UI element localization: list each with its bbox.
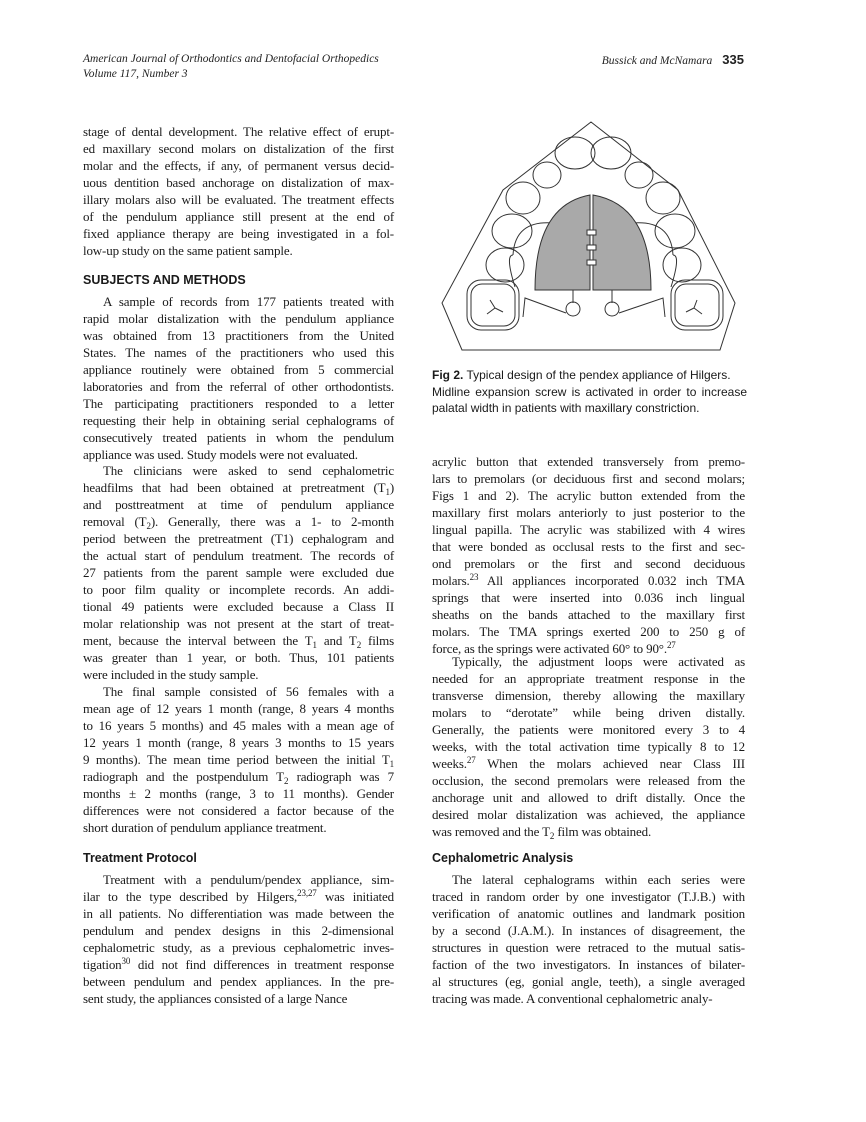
text-line: desired molar distalization was achieved, the appliance bbox=[432, 807, 745, 822]
paragraph bbox=[432, 453, 745, 657]
text-line: structures in question were retraced to the mutual satis- bbox=[432, 940, 745, 955]
text-line: rapid molar distalization with the pendulum appliance bbox=[83, 311, 394, 326]
text-line: anchorage unit and allowed to drift distally. Once the bbox=[432, 790, 745, 805]
text-line: force, as the springs were activated 60° to 90°.$^{27}$ bbox=[432, 640, 676, 656]
subsection-heading: Cephalometric Analysis bbox=[432, 851, 574, 865]
text-line: period between the pretreatment (T1) cephalogram and bbox=[83, 531, 394, 546]
text-line: springs that were inserted into 0.036 inch lingual bbox=[432, 590, 745, 605]
text-line: was removed and the $T_2$ film was obtained. bbox=[432, 824, 652, 841]
text-line: appliance routinely were obtained from 5 commercial bbox=[83, 362, 394, 377]
tooth bbox=[655, 214, 695, 248]
text-line: weeks, with the total activation time typically 8 to 12 bbox=[432, 739, 745, 754]
text-line: Typically, the adjustment loops were activated as bbox=[452, 654, 745, 669]
text-line: removal $(T_2)$. Generally, there was a 1- to 2-month bbox=[83, 514, 394, 531]
text-line: were included in the study sample. bbox=[83, 667, 259, 682]
text-line: pendulum and pendex designs in this 2-dimensional bbox=[83, 923, 394, 938]
paragraph bbox=[83, 293, 394, 463]
text-line: fixed appliance therapy are being investigated in a fol- bbox=[83, 226, 394, 241]
tooth bbox=[625, 162, 653, 188]
tooth bbox=[533, 162, 561, 188]
journal-title: American Journal of Orthodontics and Dentofacial Orthopedics bbox=[83, 53, 379, 65]
text-line: Generally, the patients were monitored every 3 to 4 bbox=[432, 722, 745, 737]
text-line: cephalometric study, as a previous cephalometric inves- bbox=[83, 940, 394, 955]
text-line: laboratories and from the referral of other orthodontists. bbox=[83, 379, 394, 394]
text-line: al structures (eg, gonial angle, teeth), a single averaged bbox=[432, 974, 745, 989]
text-line: appliance was used. Study models were not evaluated. bbox=[83, 447, 358, 462]
tooth bbox=[492, 214, 532, 248]
text-line: tracing was made. A conventional cephalometric analy- bbox=[432, 991, 713, 1006]
text-line: ond premolars or the first and second deciduous bbox=[432, 556, 745, 571]
text-line: The participating practitioners responded to a letter bbox=[83, 396, 394, 411]
paragraph bbox=[432, 871, 745, 1007]
tooth bbox=[663, 248, 701, 282]
text-line: in all patients. No differentiation was made between the bbox=[83, 906, 394, 921]
text-line: sheaths on the bands attached to the maxillary first bbox=[432, 607, 745, 622]
text-line: Treatment with a pendulum/pendex appliance, sim- bbox=[103, 872, 394, 887]
text-line: lingual papilla. The acrylic was stabilized with 4 wires bbox=[432, 522, 745, 537]
text-line: acrylic button that extended transversely from premo- bbox=[432, 454, 745, 469]
text-line: was greater than 1 year, or both. Thus, 101 patients bbox=[83, 650, 394, 665]
text-line: verification of anatomic outlines and landmark position bbox=[432, 906, 745, 921]
text-line: radiograph and the postpendulum $T_2$ radiograph was 7 bbox=[83, 769, 394, 786]
running-header-left bbox=[83, 52, 379, 82]
text-line: stage of dental development. The relative effect of erupt- bbox=[83, 124, 394, 139]
text-line: by a second (J.A.M.). In instances of disagreement, the bbox=[432, 923, 745, 938]
paragraph bbox=[83, 683, 394, 836]
text-line: of the pendulum appliance still present at the end of bbox=[83, 209, 394, 224]
text-line: The final sample consisted of 56 females with a bbox=[103, 684, 394, 699]
expansion-screw bbox=[587, 230, 596, 235]
text-line: uous dentition based anchorage on distalization of max- bbox=[83, 175, 394, 190]
text-line: tigation$^{30}$ did not find differences in treatment response bbox=[83, 956, 394, 972]
text-line: was obtained from 13 practitioners from the United bbox=[83, 328, 394, 343]
text-line: needed for an appropriate treatment response in the bbox=[432, 671, 745, 686]
text-line: molar relationship was not present at the start of treat- bbox=[83, 616, 394, 631]
text-line: to poor film quality or incomplete records. An addi- bbox=[83, 582, 394, 597]
text-line: maxillary first molars anteriorly to just posterior to the bbox=[432, 505, 745, 520]
text-line: 9 months). The mean time period between the initial $T_1$ bbox=[83, 752, 394, 769]
text-line: The lateral cephalograms within each series were bbox=[452, 872, 745, 887]
text-line: short duration of pendulum appliance treatment. bbox=[83, 820, 327, 835]
text-line: ed maxillary second molars on distalization of the first bbox=[83, 141, 394, 156]
text-line: differences were not considered a factor because of the bbox=[83, 803, 394, 818]
text-line: mean age of 12 years 1 month (range, 8 years 4 months bbox=[83, 701, 394, 716]
text-line: 27 patients from the parent sample were excluded due bbox=[83, 565, 394, 580]
figure-label: Fig 2. bbox=[432, 368, 464, 382]
acrylic-button-right bbox=[593, 195, 651, 290]
text-line: months ± 2 months (range, 3 to 11 months). Gender bbox=[83, 786, 394, 801]
text-line: occlusion, the second premolars were released from the bbox=[432, 773, 745, 788]
pendex-appliance-drawing bbox=[435, 95, 755, 360]
journal-volume: Volume 117, Number 3 bbox=[83, 68, 188, 80]
text-line: molar and the effects, if any, of permanent versus decid- bbox=[83, 158, 394, 173]
tooth bbox=[555, 137, 595, 169]
tooth bbox=[591, 137, 631, 169]
text-line: consecutively treated patients in whom the pendulum bbox=[83, 430, 394, 445]
text-line: molars. The TMA springs exerted 200 to 250 g of bbox=[432, 624, 745, 639]
section-heading: SUBJECTS AND METHODS bbox=[83, 273, 246, 287]
text-line: molars.$^{23}$ All appliances incorporated 0.032 inch TMA bbox=[432, 572, 745, 588]
text-line: sent study, the appliances consisted of a large Nance bbox=[83, 991, 348, 1006]
running-header-right bbox=[602, 52, 744, 69]
text-line: faction of the two investigators. In instances of bilater- bbox=[432, 957, 745, 972]
tooth bbox=[646, 182, 680, 214]
tooth bbox=[486, 248, 524, 282]
text-line: Figs 1 and 2). The acrylic button extended from the bbox=[432, 488, 745, 503]
text-line: molars to “derotate” while being driven distally. bbox=[432, 705, 745, 720]
acrylic-button-left bbox=[535, 195, 590, 290]
text-line: illary molars also will be evaluated. The treatment effects bbox=[83, 192, 394, 207]
text-line: A sample of records from 177 patients treated with bbox=[103, 294, 394, 309]
text-line: tional 49 patients were excluded because a Class II bbox=[83, 599, 394, 614]
text-line: lars to premolars (or deciduous first and second molars; bbox=[432, 471, 745, 486]
text-line: The clinicians were asked to send cephalometric bbox=[103, 463, 394, 478]
text-line: between pendulum and pendex appliances. In the pre- bbox=[83, 974, 394, 989]
text-line: and posttreatment at time of pendulum appliance bbox=[83, 497, 394, 512]
text-line: States. The names of the practitioners who used this bbox=[83, 345, 394, 360]
paragraph bbox=[83, 123, 394, 259]
text-line: weeks.$^{27}$ When the molars achieved near Class III bbox=[432, 755, 745, 771]
text-line: ilar to the type described by Hilgers,$^{23,27}$ was initiated bbox=[83, 888, 394, 904]
text-line: that were bonded as occlusal rests to the first and sec- bbox=[432, 539, 745, 554]
text-line: 12 years 1 month (range, 8 years 3 months to 15 years bbox=[83, 735, 394, 750]
paragraph bbox=[432, 653, 745, 840]
text-line: requesting their help in obtaining serial cephalograms of bbox=[83, 413, 394, 428]
figure-pendex-appliance bbox=[435, 95, 755, 360]
molar-right bbox=[671, 280, 723, 330]
text-line: the actual start of pendulum treatment. The records of bbox=[83, 548, 394, 563]
authors: Bussick and McNamara bbox=[601, 55, 713, 67]
text-line: transverse dimension, thereby allowing the maxillary bbox=[432, 688, 745, 703]
figure-caption: Fig 2. Typical design of the pendex appliance of Hilgers. Midline expansion screw is activated in order to increase palatal width in patients with maxillary constriction. bbox=[432, 368, 747, 415]
paragraph bbox=[83, 871, 394, 1007]
text-line: ment, because the interval between the $T_1$ and $T_2$ films bbox=[83, 633, 395, 650]
text-line: headfilms that had been obtained at pretreatment $(T_1)$ bbox=[83, 480, 394, 497]
tooth bbox=[506, 182, 540, 214]
text-line: traced in random order by one investigator (T.J.B.) with bbox=[432, 889, 745, 904]
subsection-heading: Treatment Protocol bbox=[83, 851, 197, 865]
text-line: low-up study on the same patient sample. bbox=[83, 243, 293, 258]
text-line: to 16 years 5 months) and 45 males with a mean age of bbox=[83, 718, 394, 733]
paragraph bbox=[83, 462, 394, 683]
page-number: 335 bbox=[722, 52, 744, 67]
